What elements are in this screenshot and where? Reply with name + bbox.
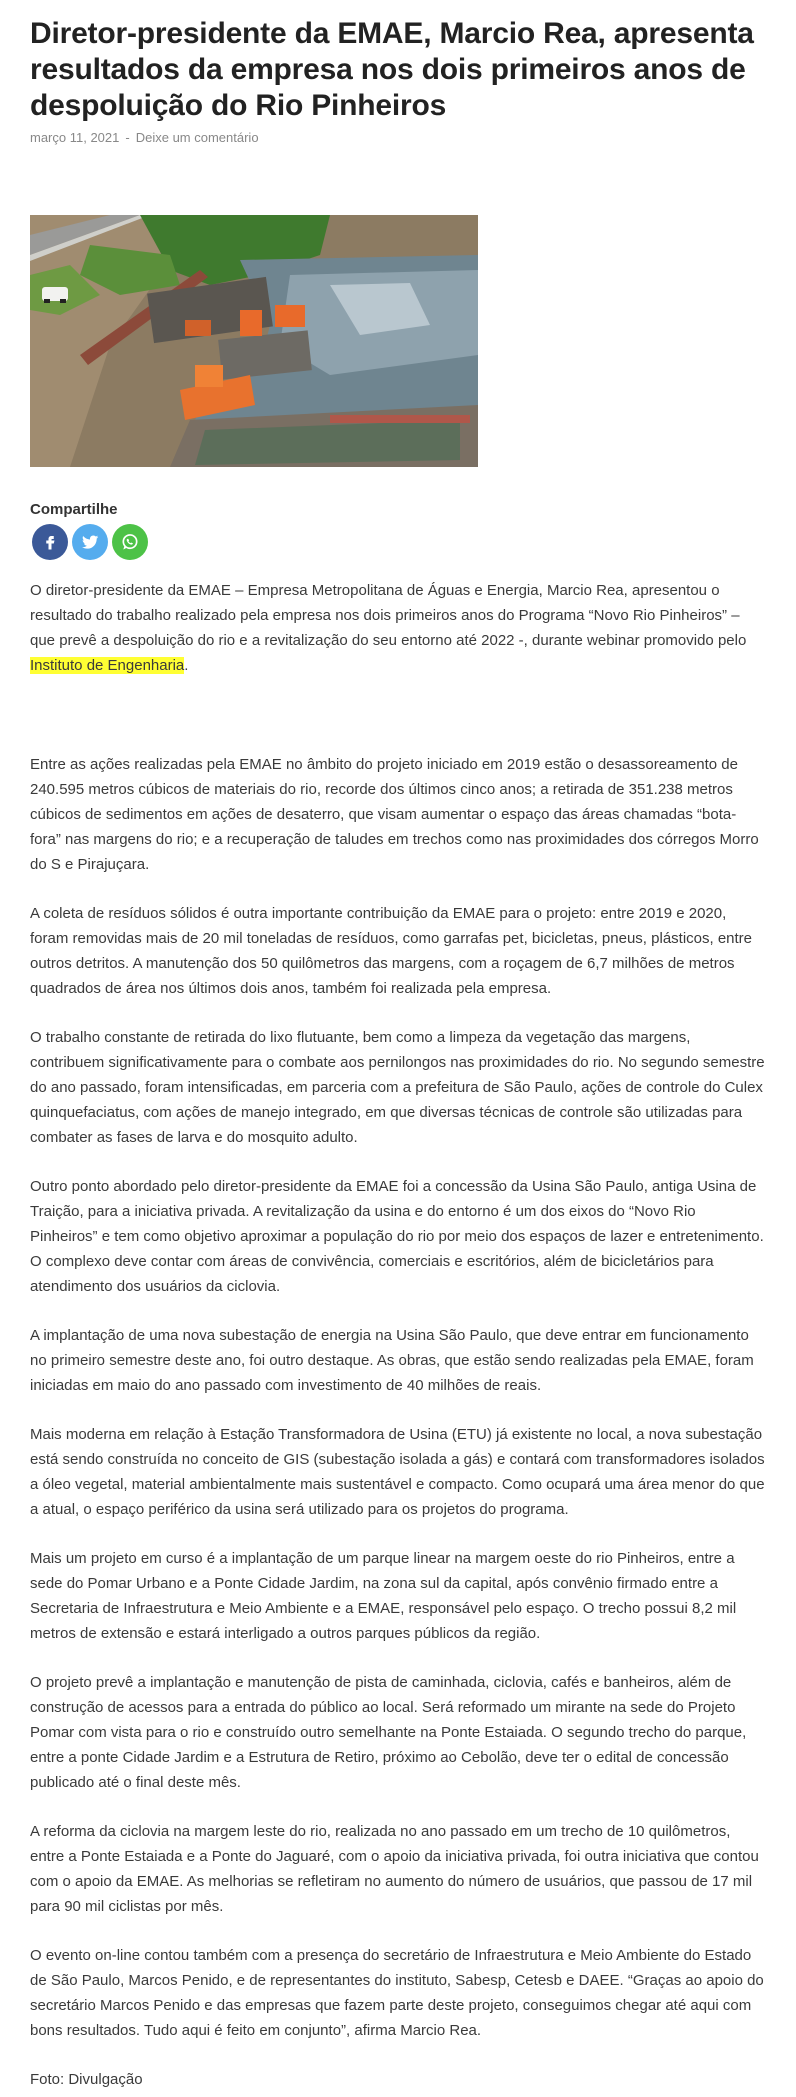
paragraph: Outro ponto abordado pelo diretor-presidente da EMAE foi a concessão da Usina São Paulo, antiga Usina de Traição, para a iniciativa privada. A revitalização da usina e do entorno é um dos eixos do “Novo Rio Pinheiros” e tem como objetivo aproximar a população do rio por meio dos espaços de lazer e entretenimento. O complexo deve contar com áreas de convivência, comerciais e escritórios, além de bicicletários para atendimento dos usuários da ciclovia.	[30, 1178, 764, 1295]
facebook-icon	[41, 533, 59, 551]
paragraph: A coleta de resíduos sólidos é outra importante contribuição da EMAE para o projeto: entre 2019 e 2020, foram removidas mais de 20 mil toneladas de resíduos, como garrafas pet, bicicletas, pneus, plásticos, entre outros detritos. A manutenção dos 50 quilômetros das margens, com a roçagem de 6,7 milhões de metros quadrados de área nos últimos dois anos, também foi realizada pela empresa.	[30, 905, 753, 997]
article-photo	[30, 215, 478, 467]
article-meta	[30, 130, 766, 145]
paragraph: Entre as ações realizadas pela EMAE no âmbito do projeto iniciado em 2019 estão o desassoreamento de 240.595 metros cúbicos de materiais do rio, recorde dos últimos cinco anos; a retirada de 351.238 metros cúbicos de sedimentos em ações de desaterro, que visam aumentar o espaço das áreas chamadas “bota-fora” nas margens do rio; e a recuperação de taludes em trechos como nas proximidades dos córregos Morro do S e Pirajuçara.	[30, 756, 759, 873]
paragraph: A implantação de uma nova subestação de energia na Usina São Paulo, que deve entrar em funcionamento no primeiro semestre deste ano, foi outro destaque. As obras, que estão sendo realizadas pela EMAE, foram iniciadas em maio do ano passado com investimento de 40 milhões de reais.	[30, 1327, 754, 1394]
paragraph: Mais um projeto em curso é a implantação de um parque linear na margem oeste do rio Pinheiros, entre a sede do Pomar Urbano e a Ponte Cidade Jardim, na zona sul da capital, após convênio firmado entre a Secretaria de Infraestrutura e Meio Ambiente e a EMAE, responsável pelo espaço. O trecho possui 8,2 mil metros de extensão e estará interligado a outros parques públicos da região.	[30, 1550, 737, 1642]
facebook-share-button[interactable]	[32, 524, 68, 560]
paragraph-intro	[30, 578, 766, 678]
paragraph: A reforma da ciclovia na margem leste do rio, realizada no ano passado em um trecho de 10 quilômetros, entre a Ponte Estaiada e a Ponte do Jaguaré, com o apoio da iniciativa privada, foi outra iniciativa que contou com o apoio da EMAE. As melhorias se refletiram no aumento do número de usuários, que passou de 17 mil para 90 mil ciclistas por mês.	[30, 1823, 759, 1915]
share-buttons	[30, 524, 766, 560]
river-dredging-photo	[30, 215, 478, 467]
comment-link[interactable]: Deixe um comentário	[135, 130, 259, 145]
meta-separator: -	[125, 130, 130, 145]
paragraph: O evento on-line contou também com a presença do secretário de Infraestrutura e Meio Ambiente do Estado de São Paulo, Marcos Penido, e de representantes do instituto, Sabesp, Cetesb e DAEE. “Graças ao apoio do secretário Marcos Penido e das empresas que fazem parte deste projeto, conseguimos chegar até aqui com bons resultados. Tudo aqui é feito em conjunto”, afirma Marcio Rea.	[30, 1947, 764, 2039]
article-body	[30, 578, 766, 2092]
intro-end: .	[184, 657, 189, 674]
intro-text: O diretor-presidente da EMAE – Empresa Metropolitana de Águas e Energia, Marcio Rea, apresentou o resultado do trabalho realizado pela empresa nos dois primeiros anos do Programa “Novo Rio Pinheiros” – que prevê a despoluição do rio e a revitalização do seu entorno até 2022 -, durante webinar promovido pelo	[30, 582, 747, 649]
article-title: Diretor-presidente da EMAE, Marcio Rea, apresenta resultados da empresa nos dois primeiros anos de despoluição do Rio Pinheiros	[30, 17, 754, 122]
article-date[interactable]: março 11, 2021	[30, 130, 120, 145]
spacer	[30, 702, 766, 752]
share-title: Compartilhe	[30, 501, 118, 518]
paragraph: O trabalho constante de retirada do lixo flutuante, bem como a limpeza da vegetação das margens, contribuem significativamente para o combate aos pernilongos nas proximidades do rio. No segundo semestre do ano passado, foram intensificadas, em parceria com a prefeitura de São Paulo, ações de controle do Culex quinquefaciatus, com ações de manejo integrado, em que diversas técnicas de controle são utilizadas para combater as fases de larva e do mosquito adulto.	[30, 1029, 765, 1146]
whatsapp-icon	[120, 532, 140, 552]
instituto-engenharia-link[interactable]: Instituto de Engenharia	[30, 657, 185, 674]
twitter-share-button[interactable]	[72, 524, 108, 560]
twitter-icon	[80, 532, 100, 552]
whatsapp-share-button[interactable]	[112, 524, 148, 560]
paragraph: Mais moderna em relação à Estação Transformadora de Usina (ETU) já existente no local, a nova subestação está sendo construída no conceito de GIS (subestação isolada a gás) e contará com transformadores isolados a óleo vegetal, material ambientalmente mais sustentável e compacto. Como ocupará uma área menor do que a atual, o espaço periférico da usina será utilizado para os projetos do programa.	[30, 1426, 765, 1518]
paragraph: O projeto prevê a implantação e manutenção de pista de caminhada, ciclovia, cafés e banheiros, além de construção de acessos para a entrada do público ao local. Será reformado um mirante na sede do Projeto Pomar com vista para o rio e construído outro semelhante na Ponte Estaiada. O segundo trecho do parque, entre a ponte Cidade Jardim e a Estrutura de Retiro, próximo ao Cebolão, deve ter o edital de concessão publicado até o final deste mês.	[30, 1674, 747, 1791]
photo-credit: Foto: Divulgação	[30, 2071, 143, 2088]
